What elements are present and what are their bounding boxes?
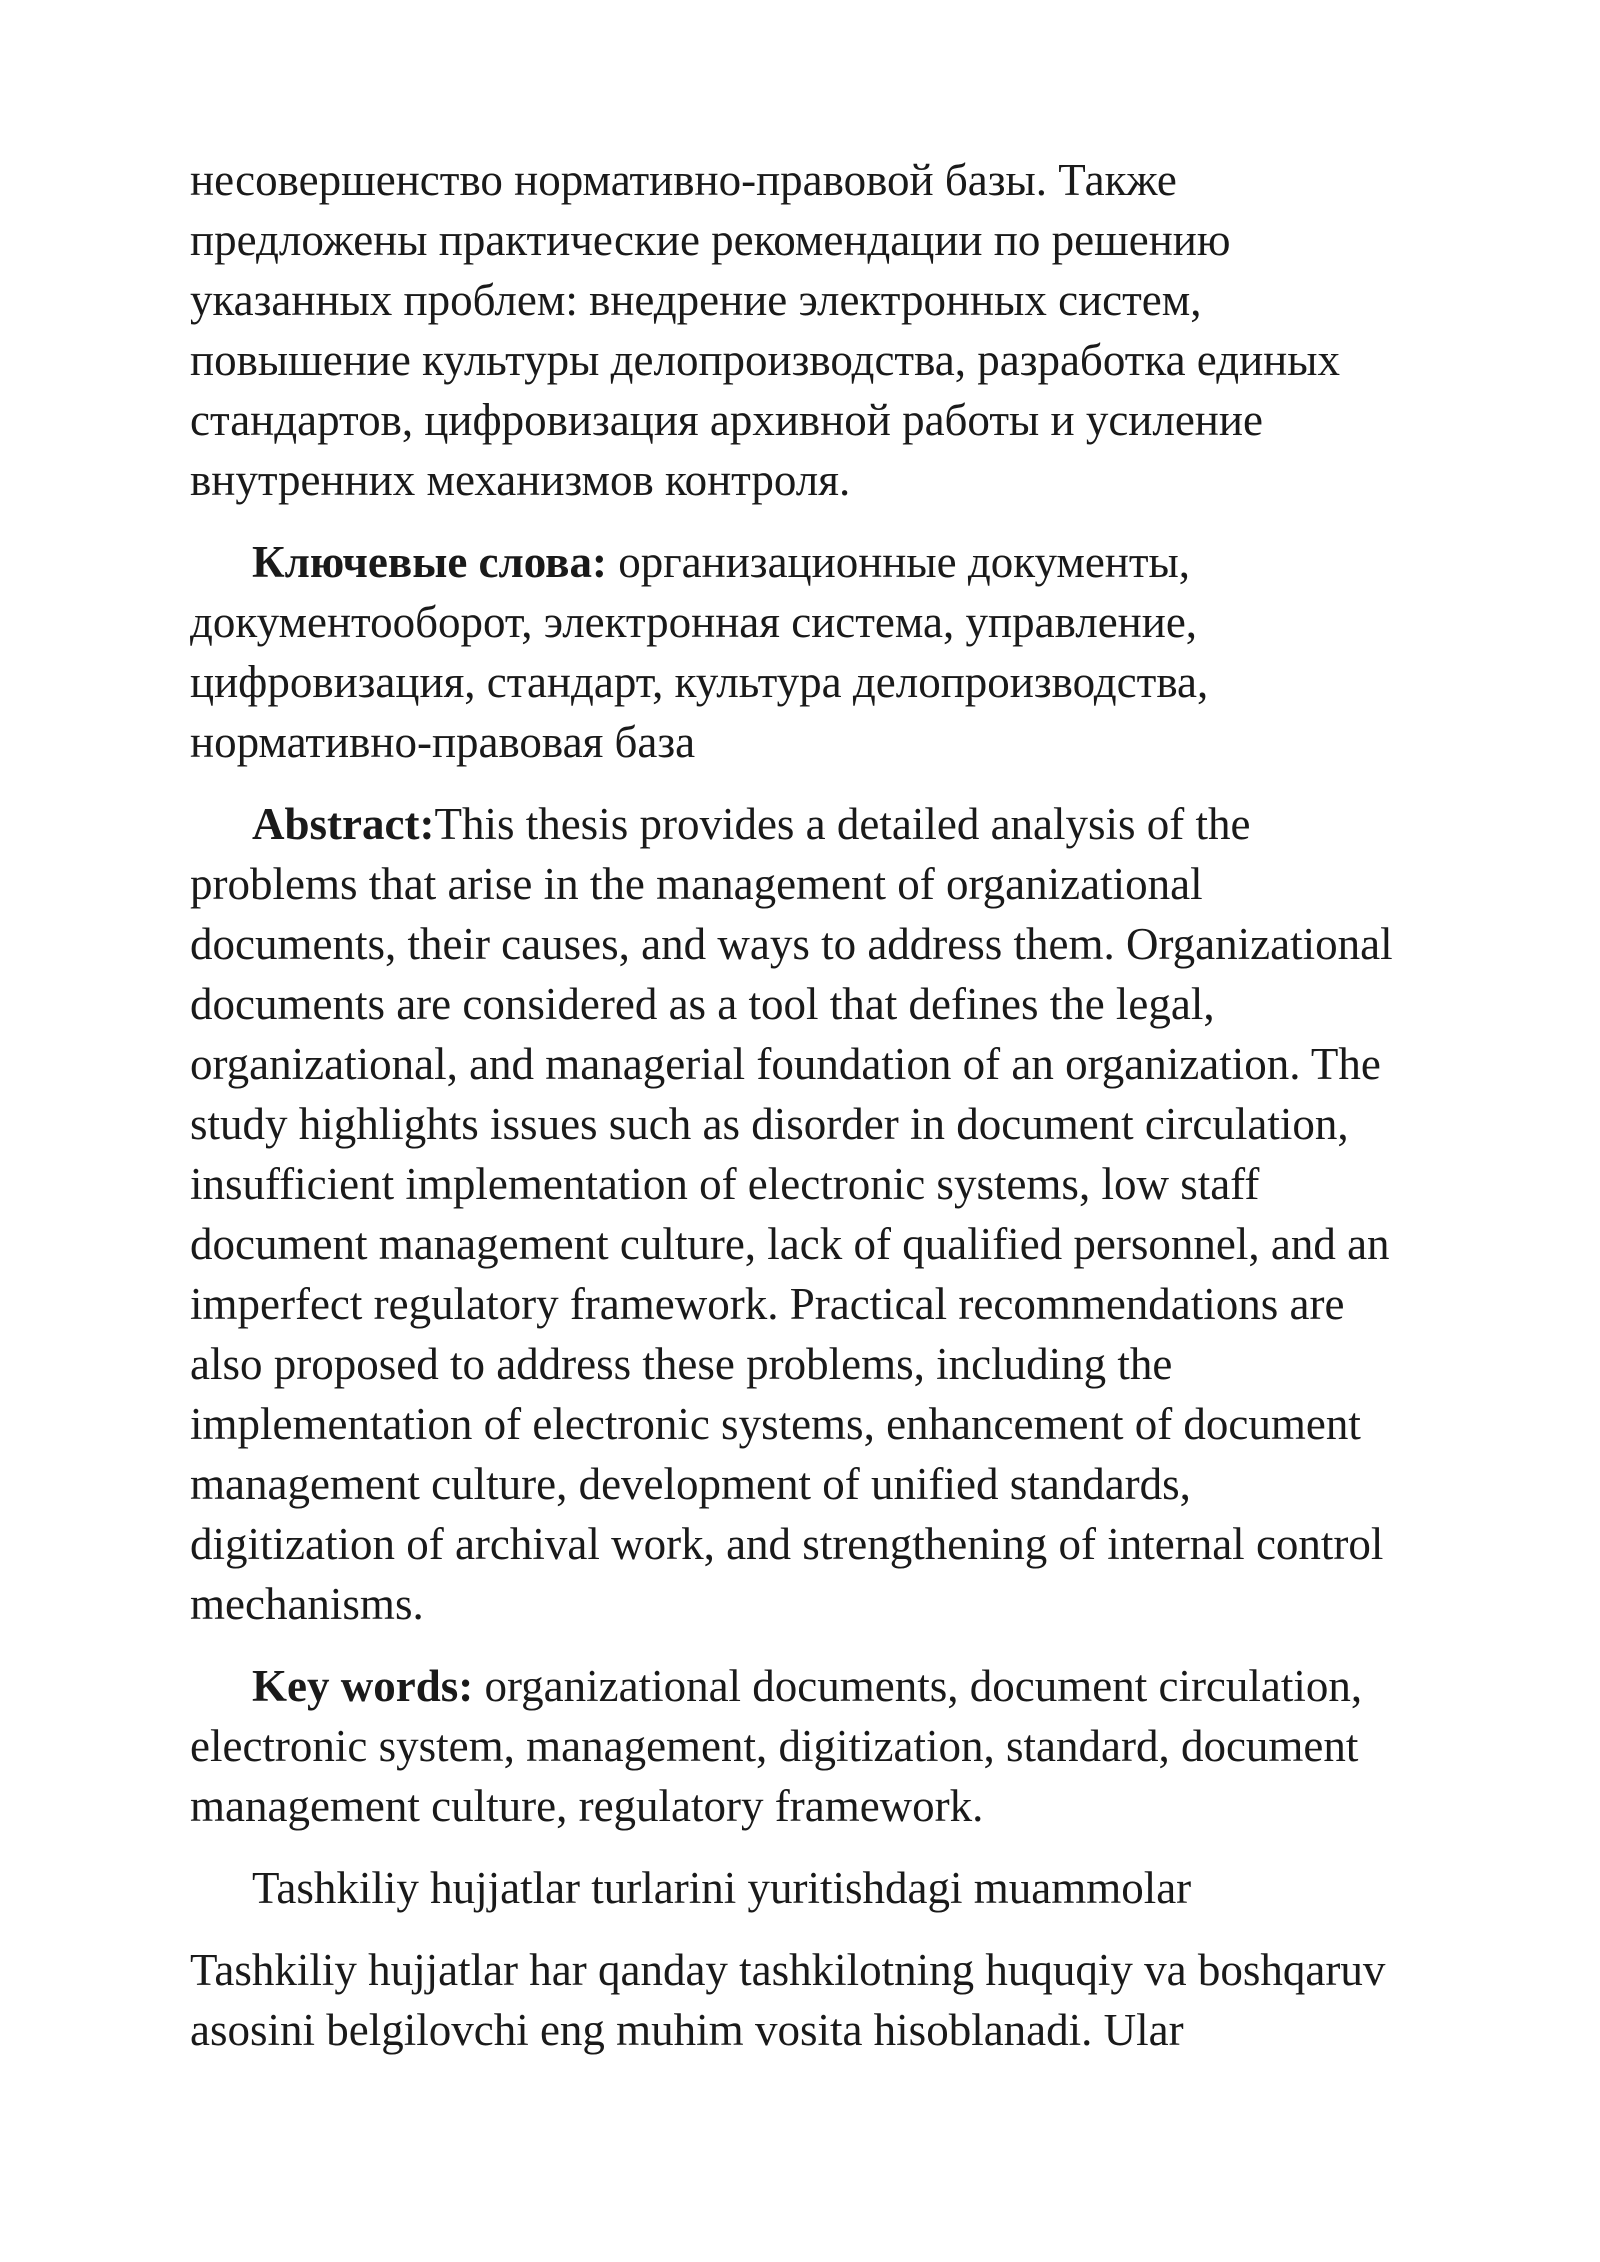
en-keywords-paragraph (190, 1656, 1510, 1836)
text-line: study highlights issues such as disorder in document circulation, (190, 1099, 1349, 1149)
text-line: documents, their causes, and ways to address them. Organizational (190, 919, 1393, 969)
document-page (190, 150, 1510, 2060)
text-line (190, 532, 1510, 592)
text-line: management culture, development of unified standards, (190, 1459, 1191, 1509)
ru-keywords-text: организационные документы, (606, 537, 1191, 587)
en-abstract-paragraph (190, 794, 1510, 1634)
text-line: digitization of archival work, and strengthening of internal control (190, 1519, 1384, 1569)
text-line: mechanisms. (190, 1579, 424, 1629)
text-line: problems that arise in the management of organizational (190, 859, 1203, 909)
text-line: imperfect regulatory framework. Practical recommendations are (190, 1279, 1345, 1329)
text-line (190, 1656, 1510, 1716)
uz-body-paragraph (190, 1940, 1510, 2060)
text-line: несовершенство нормативно-правовой базы. Также (190, 155, 1177, 205)
text-line: asosini belgilovchi eng muhim vosita hisoblanadi. Ular (190, 2005, 1184, 2055)
ru-abstract-tail-paragraph (190, 150, 1510, 510)
text-line: also proposed to address these problems, including the (190, 1339, 1173, 1389)
text-line: внутренних механизмов контроля. (190, 455, 851, 505)
text-line: insufficient implementation of electronic systems, low staff (190, 1159, 1260, 1209)
text-line: Tashkiliy hujjatlar turlarini yuritishdagi muammolar (252, 1863, 1192, 1913)
en-keywords-text: organizational documents, document circulation, (473, 1661, 1363, 1711)
text-line: management culture, regulatory framework. (190, 1781, 984, 1831)
text-line (190, 794, 1510, 854)
text-line: Tashkiliy hujjatlar har qanday tashkilotning huquqiy va boshqaruv (190, 1945, 1386, 1995)
text-line: указанных проблем: внедрение электронных систем, (190, 275, 1202, 325)
ru-keywords-paragraph (190, 532, 1510, 772)
ru-keywords-label: Ключевые слова: (252, 537, 607, 587)
en-keywords-label: Key words: (252, 1661, 474, 1711)
text-line: implementation of electronic systems, enhancement of document (190, 1399, 1361, 1449)
en-abstract-text: This thesis provides a detailed analysis of the (434, 799, 1251, 849)
text-line: предложены практические рекомендации по решению (190, 215, 1231, 265)
uz-section-heading (190, 1858, 1510, 1918)
en-abstract-label: Abstract: (252, 799, 435, 849)
text-line: organizational, and managerial foundation of an organization. The (190, 1039, 1381, 1089)
text-line: нормативно-правовая база (190, 717, 696, 767)
text-line: цифровизация, стандарт, культура делопроизводства, (190, 657, 1209, 707)
text-line: повышение культуры делопроизводства, разработка единых (190, 335, 1340, 385)
text-line: стандартов, цифровизация архивной работы и усиление (190, 395, 1263, 445)
text-line: electronic system, management, digitization, standard, document (190, 1721, 1359, 1771)
text-line: documents are considered as a tool that defines the legal, (190, 979, 1215, 1029)
text-line: document management culture, lack of qualified personnel, and an (190, 1219, 1390, 1269)
text-line: документооборот, электронная система, управление, (190, 597, 1198, 647)
